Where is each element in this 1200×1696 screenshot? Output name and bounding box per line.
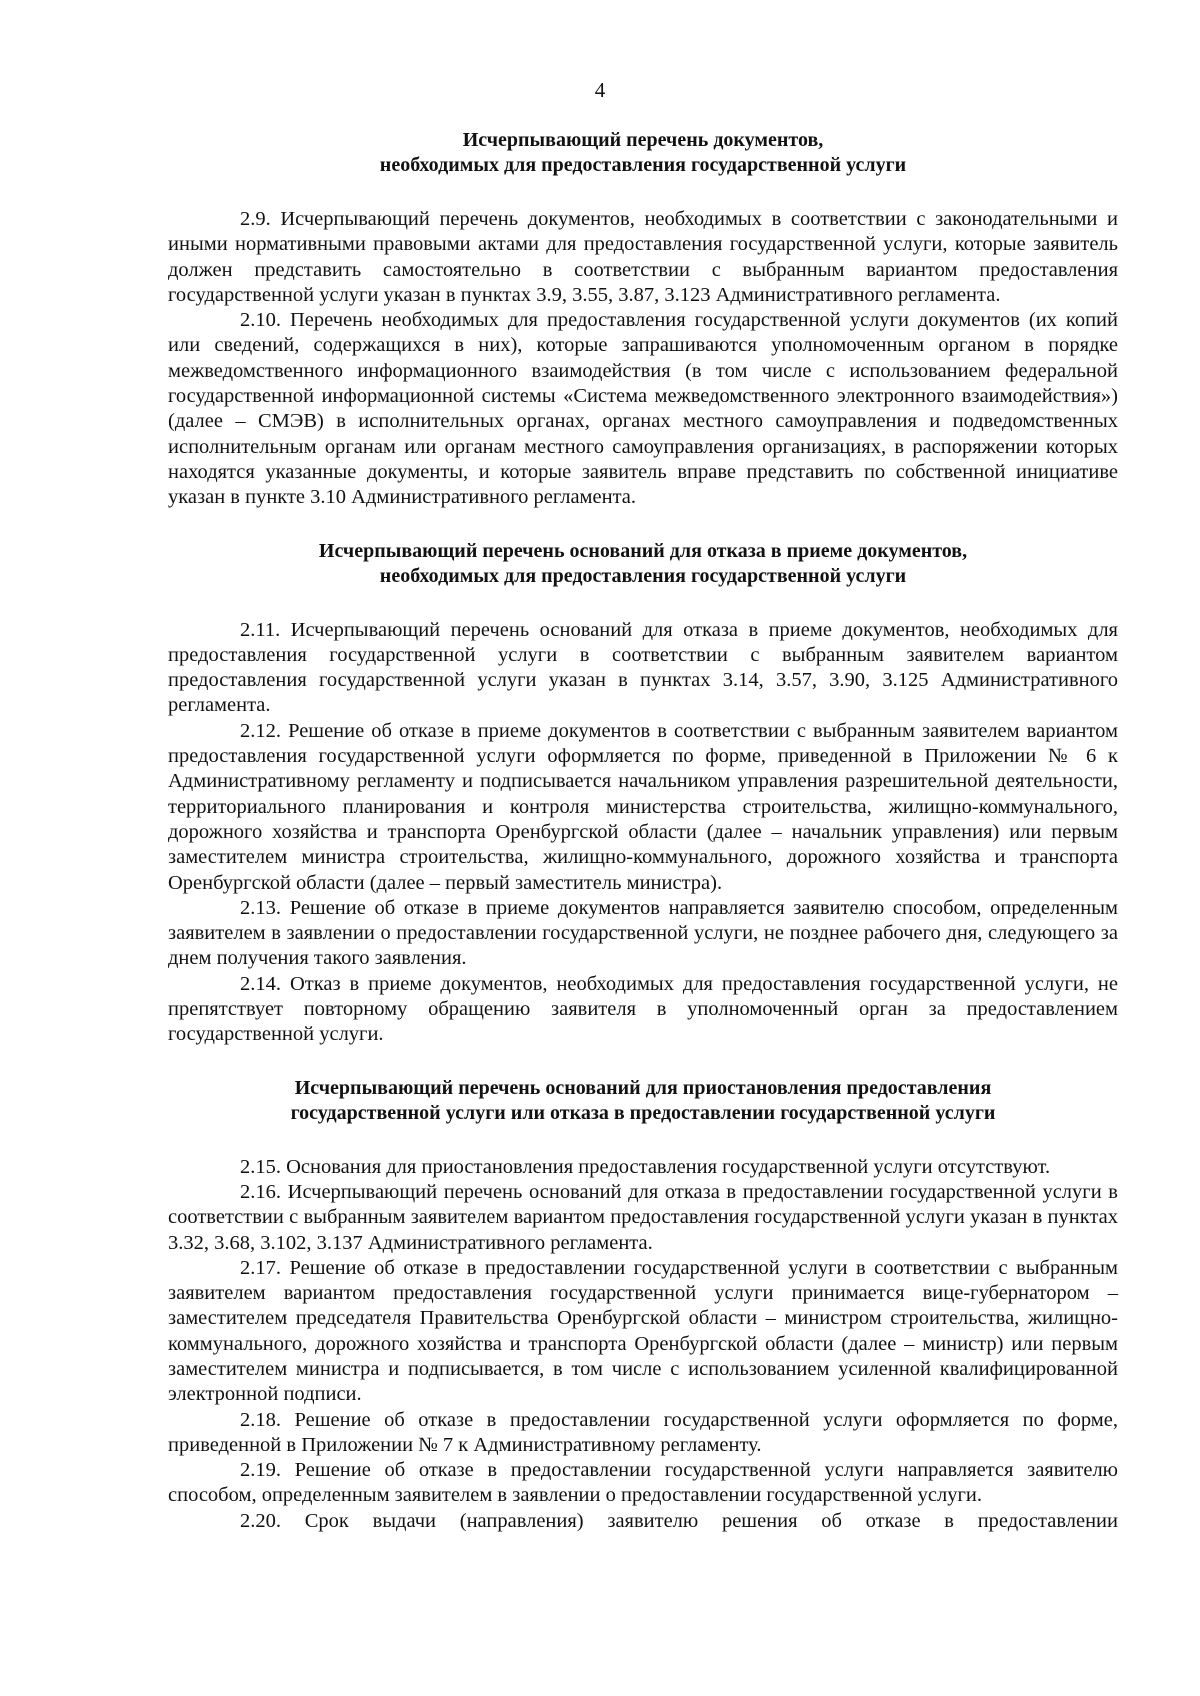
- heading-line: необходимых для предоставления государственной услуги: [379, 564, 907, 587]
- paragraph-2-11: 2.11. Исчерпывающий перечень оснований для отказа в приеме документов, необходимых для предоставления государственной услуги в соответствии с выбранным заявителем вариантом предоставления государственной услуги указан в пунктах 3.14, 3.57, 3.90, 3.125 Административного регламента.: [168, 618, 1118, 717]
- heading-line: государственной услуги или отказа в предоставлении государственной услуги: [290, 1101, 996, 1124]
- section-suspension-refusal: [168, 1076, 1118, 1534]
- section-heading: [168, 539, 1118, 589]
- section-documents-list: [168, 128, 1118, 511]
- paragraph-2-17: 2.17. Решение об отказе в предоставлении государственной услуги в соответствии с выбранным заявителем вариантом предоставления государственной услуги принимается вице-губернатором – заместителем председателя Правительства Оренбургской области – министром строительства, жилищно-коммунального, дорожного хозяйства и транспорта Оренбургской области (далее – министр) или первым заместителем министра и подписывается, в том числе с использованием усиленной квалифицированной электронной подписи.: [168, 1256, 1118, 1406]
- paragraph-2-20: 2.20. Срок выдачи (направления) заявителю решения об отказе в предоставлении: [240, 1509, 1118, 1532]
- paragraph-2-16: 2.16. Исчерпывающий перечень оснований для отказа в предоставлении государственной услуги в соответствии с выбранным заявителем вариантом предоставления государственной услуги указан в пунктах 3.32, 3.68, 3.102, 3.137 Административного регламента.: [168, 1180, 1118, 1254]
- paragraph-2-19: 2.19. Решение об отказе в предоставлении государственной услуги направляется заявителю способом, определенным заявителем в заявлении о предоставлении государственной услуги.: [168, 1459, 1118, 1507]
- paragraph-2-18: 2.18. Решение об отказе в предоставлении государственной услуги оформляется по форме, приведенной в Приложении № 7 к Административному регламенту.: [168, 1408, 1118, 1456]
- heading-line: Исчерпывающий перечень оснований для отказа в приеме документов,: [318, 539, 968, 562]
- paragraph-2-15: 2.15. Основания для приостановления предоставления государственной услуги отсутствуют.: [240, 1155, 1051, 1178]
- section-refusal-acceptance: [168, 539, 1118, 1048]
- page-number: 4: [594, 78, 606, 102]
- paragraph-2-9: 2.9. Исчерпывающий перечень документов, необходимых в соответствии с законодательными и иными нормативными правовыми актами для предоставления государственной услуги, которые заявитель должен представить самостоятельно в соответствии с выбранным вариантом предоставления государственной услуги указан в пунктах 3.9, 3.55, 3.87, 3.123 Административного регламента.: [168, 208, 1118, 306]
- heading-line: Исчерпывающий перечень оснований для приостановления предоставления: [294, 1076, 992, 1099]
- paragraph-2-14: 2.14. Отказ в приеме документов, необходимых для предоставления государственной услуги, не препятствует повторному обращению заявителя в уполномоченный орган за предоставлением государственной услуги.: [168, 972, 1118, 1046]
- section-heading: [168, 1076, 1118, 1126]
- paragraph-2-10: 2.10. Перечень необходимых для предоставления государственной услуги документов (их копий или сведений, содержащихся в них), которые запрашиваются уполномоченным органом в порядке межведомственного информационного взаимодействия (в том числе с использованием федеральной государственной информационной системы «Система межведомственного электронного взаимодействия») (далее – СМЭВ) в исполнительных органах, органах местного самоуправления и подведомственных исполнительным органам или органам местного самоуправления организациях, в распоряжении которых находятся указанные документы, и которые заявитель вправе представить по собственной инициативе указан в пункте 3.10 Административного регламента.: [168, 309, 1118, 509]
- paragraph-2-13: 2.13. Решение об отказе в приеме документов направляется заявителю способом, определенным заявителем в заявлении о предоставлении государственной услуги, не позднее рабочего дня, следующего за днем получения такого заявления.: [168, 896, 1118, 970]
- heading-line: Исчерпывающий перечень документов,: [462, 129, 824, 151]
- paragraph-2-12: 2.12. Решение об отказе в приеме документов в соответствии с выбранным заявителем вариантом предоставления государственной услуги оформляется по форме, приведенной в Приложении № 6 к Административному регламенту и подписывается начальником управления разрешительной деятельности, территориального планирования и контроля министерства строительства, жилищно-коммунального, дорожного хозяйства и транспорта Оренбургской области (далее – начальник управления) или первым заместителем министра строительства, жилищно-коммунального, дорожного хозяйства и транспорта Оренбургской области (далее – первый заместитель министра).: [168, 719, 1118, 894]
- section-heading: [168, 128, 1118, 178]
- document-body: [168, 128, 1118, 1534]
- heading-line: необходимых для предоставления государственной услуги: [379, 154, 907, 176]
